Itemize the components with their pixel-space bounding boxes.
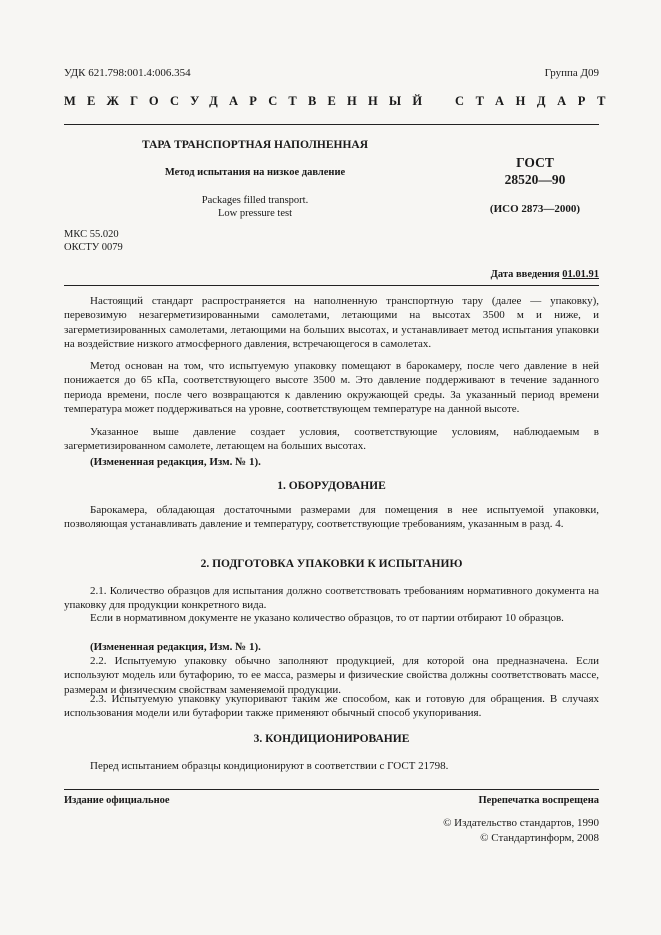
reprint-prohibited-label: Перепечатка воспрещена xyxy=(478,795,599,806)
section-2-paragraph-1: 2.1. Количество образцов для испытания должно соответствовать требованиям нормативного документа на упаковку для продукции конкретного вида. xyxy=(64,585,599,612)
english-title xyxy=(60,194,450,220)
intro-paragraph-1: Настоящий стандарт распространяется на наполненную транспортную тару (далее — упаковку), перевозимую незагерметизированными самолетами, летающими на высотах 3500 м и ниже, и загерметизированных самолетами, летающими на больших высотах, и устанавливает метод испытания упаковки на воздействие низкого атмосферного давления, встречающегося в самолетах. xyxy=(64,295,599,351)
document-title: ТАРА ТРАНСПОРТНАЯ НАПОЛНЕННАЯ xyxy=(141,139,369,151)
intro-paragraph-3: Указанное выше давление создает условия, соответствующие условиям, наблюдаемым в загерметизированном самолете, летающем на больших высотах. xyxy=(64,426,599,453)
section-2-paragraph-2: Если в нормативном документе не указано количество образцов, то от партии отбирают 10 образцов. xyxy=(90,612,564,624)
footer-divider xyxy=(64,789,599,790)
english-title-line1: Packages filled transport. xyxy=(201,195,309,206)
copyright-line-2: © Стандартинформ, 2008 xyxy=(480,832,599,844)
section-2-paragraph-3: 2.2. Испытуемую упаковку обычно заполняют продукцией, для которой она предназначена. Если используют модель или бутафорию, то ее масса, размеры и физические свойства должны соответствовать массе, размерам и физическим свойствам заменяемой продукции. xyxy=(64,655,599,696)
section-1-paragraph: Барокамера, обладающая достаточными размерами для помещения в нее испытуемой упаковки, позволяющая устанавливать давление и температуру, соответствующие требованиям, указанным в разд. 4. xyxy=(64,504,599,531)
intro-date-label: Дата введения xyxy=(490,269,560,280)
section-3-heading: 3. КОНДИЦИОНИРОВАНИЕ xyxy=(253,733,410,745)
section-2-heading: 2. ПОДГОТОВКА УПАКОВКИ К ИСПЫТАНИЮ xyxy=(200,558,463,570)
copyright-line-1: © Издательство стандартов, 1990 xyxy=(443,817,599,829)
intro-date-value: 01.01.91 xyxy=(562,269,599,280)
title-divider xyxy=(64,285,599,286)
intro-date xyxy=(491,269,599,280)
section-1-heading: 1. ОБОРУДОВАНИЕ xyxy=(277,480,386,492)
intro-amendment: (Измененная редакция, Изм. № 1). xyxy=(90,456,261,468)
english-title-line2: Low pressure test xyxy=(217,208,293,219)
udk-code: УДК 621.798:001.4:006.354 xyxy=(64,67,191,79)
official-edition-label: Издание официальное xyxy=(64,795,170,806)
section-2-paragraph-4: 2.3. Испытуемую упаковку укупоривают таким же способом, как и готовую для обращения. В случаях использования модели или бутафории также применяют обычный способ укупоривания. xyxy=(64,693,599,720)
classification-codes xyxy=(64,229,123,254)
standard-label: СТАНДАРТ xyxy=(455,94,618,108)
group-code: Группа Д09 xyxy=(544,67,599,79)
section-3-paragraph: Перед испытанием образцы кондиционируют в соответствии с ГОСТ 21798. xyxy=(90,760,449,772)
section-2-amendment: (Измененная редакция, Изм. № 1). xyxy=(90,641,261,653)
iso-reference: (ИСО 2873—2000) xyxy=(489,203,581,215)
gost-number: 28520—90 xyxy=(504,172,566,187)
intro-paragraph-2: Метод основан на том, что испытуемую упаковку помещают в барокамеру, после чего давление в ней понижается до 65 кПа, соответствующего высоте 3500 м. Это давление поддерживают в течение заданного периода времени, после чего возвращаются к давлению окружающей среды. За указанный период времени температура может поддерживаться на уровне, соответствующем температуре на данной высоте. xyxy=(64,360,599,416)
header-divider xyxy=(64,124,599,125)
okstu-code: ОКСТУ 0079 xyxy=(64,241,123,253)
document-subtitle: Метод испытания на низкое давление xyxy=(164,167,346,178)
mks-code: МКС 55.020 xyxy=(64,229,119,240)
gost-label: ГОСТ xyxy=(516,155,554,170)
interstate-label: МЕЖГОСУДАРСТВЕННЫЙ xyxy=(64,94,434,108)
